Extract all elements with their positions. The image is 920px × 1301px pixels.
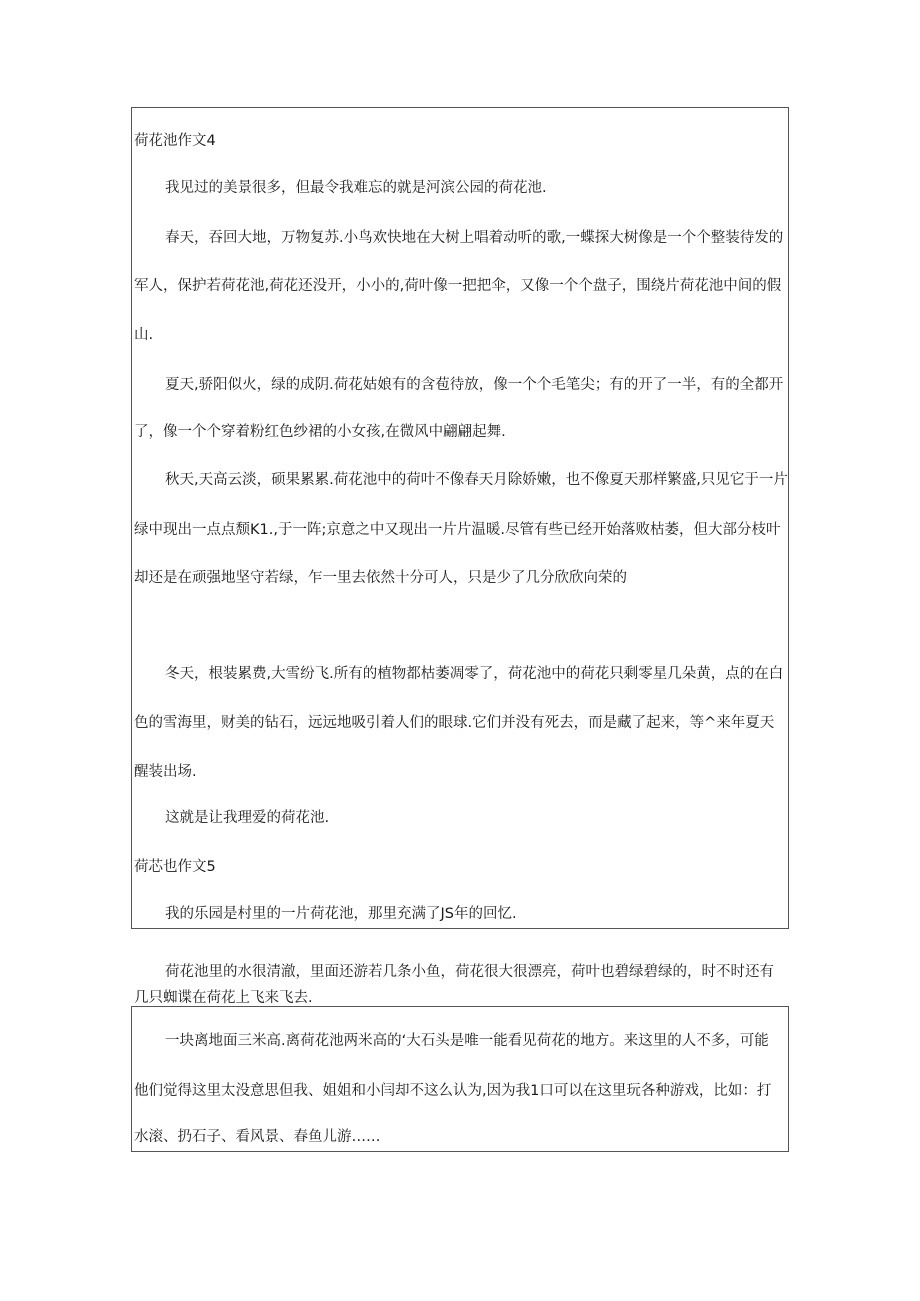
essay4-spring-line2: 军人，保护若荷花池,荷花还没开，小小的,荷叶像一把把伞，又像一个个盘子，围绕片荷花池中间的假: [134, 278, 782, 294]
essay5-intro: 我的乐园是村里的一片荷花池，那里充满了JS年的回忆.: [165, 906, 517, 922]
essay4-autumn-line2: 绿中现出一点点颓K1.,于一阵;京意之中又现出一片片温暖.尽管有些已经开始落败枯萎，但大部分枝叶: [134, 522, 781, 538]
essay4-autumn-line1: 秋天,天高云淡，硕果累累.荷花池中的荷叶不像春天月除娇嫩，也不像夏天那样繁盛,只见它于一片: [165, 472, 788, 488]
essay4-intro: 我见过的美景很多，但最令我难忘的就是河滨公园的荷花池.: [165, 180, 547, 196]
essay4-autumn-line3: 却还是在顽强地坚守若绿，乍一里去依然十分可人，只是少了几分欣欣向荣的: [134, 570, 627, 586]
essay5-water-line1: 荷花池里的水很清澈，里面还游若几条小鱼，荷花很大很漂亮，荷叶也碧绿碧绿的，时不时还有: [165, 964, 774, 980]
essay4-title: 荷花池作文4: [134, 133, 216, 149]
essay5-water-line2: 几只蜘谍在荷花上飞来飞去.: [134, 990, 313, 1006]
essay4-spring-line3: 山.: [134, 327, 154, 343]
essay4-winter-line3: 醒装出场.: [134, 764, 197, 780]
essay5-stone-line1: 一块离地面三米高.离荷花池两米高的‘大石头是唯一能看见荷花的地方。来这里的人不多，可能: [165, 1033, 769, 1049]
essay4-summer-line1: 夏天,骄阳似火，绿的成阴.荷花姑娘有的含苞待放，像一个个毛笔尖；有的开了一半，有的全都开: [165, 377, 784, 393]
essay4-spring-line1: 春天，吞回大地，万物复苏.小鸟欢快地在大树上唱着动听的歌,一蝶探大树像是一个个整装待发的: [165, 230, 784, 246]
essay4-winter-line2: 色的雪海里，财美的钻石，远远地吸引着人们的眼球.它们并没有死去，而是藏了起来，等^来年夏天: [134, 715, 775, 731]
essay5-title: 荷芯也作文5: [134, 859, 216, 875]
essay5-stone-line3: 水滚、扔石子、看风景、春鱼儿游……: [134, 1129, 381, 1145]
essay4-summer-line2: 了，像一个个穿着粉红色纱裙的小女孩,在微风中翩翩起舞.: [134, 424, 506, 440]
essay4-ending: 这就是让我理爱的荷花池.: [165, 810, 330, 826]
essay5-stone-line2: 他们觉得这里太没意思但我、姐姐和小闫却不这么认为,因为我1口可以在这里玩各种游戏，比如：打: [134, 1083, 772, 1099]
essay4-winter-line1: 冬天，根装累费,大雪纷飞.所有的植物都枯萎凋零了，荷花池中的荷花只剩零星几朵黄，点的在白: [165, 666, 784, 682]
